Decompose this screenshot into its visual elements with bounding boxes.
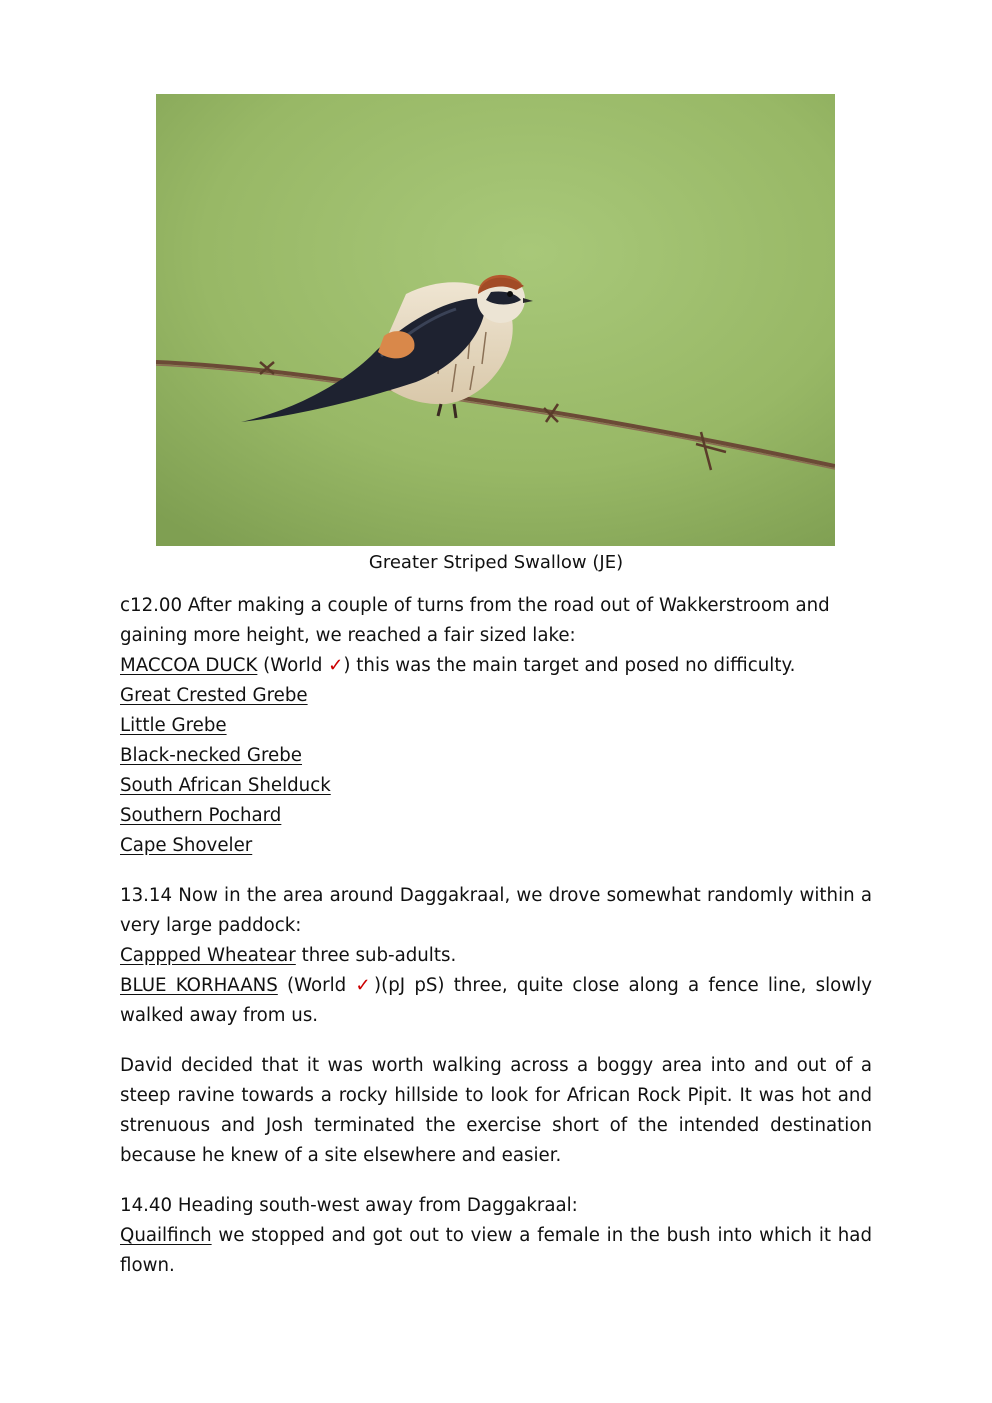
- southwest-section: [120, 1191, 872, 1281]
- species-line: Cape Shoveler: [120, 835, 253, 856]
- maccoa-note-pre: (World: [257, 655, 329, 676]
- maccoa-note-post: ) this was the main target and posed no difficulty.: [343, 655, 796, 676]
- species-line: South African Shelduck: [120, 775, 331, 796]
- species-line: Black-necked Grebe: [120, 745, 302, 766]
- lake-intro: c12.00 After making a couple of turns from the road out of Wakkerstroom and gaining more height, we reached a fair sized lake:: [120, 595, 830, 646]
- species-name-wheatear: Cappped Wheatear: [120, 945, 296, 966]
- photo-caption: Greater Striped Swallow (JE): [368, 552, 624, 573]
- species-line-maccoa: [120, 651, 872, 681]
- species-name-korhaan: BLUE KORHAANS: [120, 975, 278, 996]
- bird-photo-icon: [156, 94, 835, 546]
- quailfinch-note: we stopped and got out to view a female in the bush into which it had flown.: [120, 1225, 872, 1276]
- species-line: Southern Pochard: [120, 805, 282, 826]
- tick-icon: ✓: [328, 655, 344, 676]
- korhaan-note-pre: (World: [277, 975, 356, 996]
- korhaan-note-post: )(pJ pS) three, quite close along a fence line, slowly walked away from us.: [120, 975, 872, 1026]
- southwest-intro: 14.40 Heading south-west away from Daggakraal:: [120, 1195, 578, 1216]
- paddock-intro: 13.14 Now in the area around Daggakraal, we drove somewhat randomly within a very large paddock:: [120, 885, 872, 936]
- swallow-photo: [156, 94, 835, 546]
- wheatear-note: three sub-adults.: [295, 945, 457, 966]
- lake-section: [120, 591, 872, 861]
- report-text: [120, 591, 872, 1301]
- species-name-maccoa: MACCOA DUCK: [120, 655, 258, 676]
- species-line: Little Grebe: [120, 715, 227, 736]
- tick-icon: ✓: [355, 975, 375, 996]
- ravine-paragraph: David decided that it was worth walking across a boggy area into and out of a steep ravine towards a rocky hillside to look for African Rock Pipit. It was hot and strenuous and Josh terminated the exercise short of the intended destination because he knew of a site elsewhere and easier.: [120, 1055, 872, 1166]
- paddock-section: [120, 881, 872, 1031]
- species-name-quailfinch: Quailfinch: [120, 1225, 212, 1246]
- species-line: Great Crested Grebe: [120, 685, 308, 706]
